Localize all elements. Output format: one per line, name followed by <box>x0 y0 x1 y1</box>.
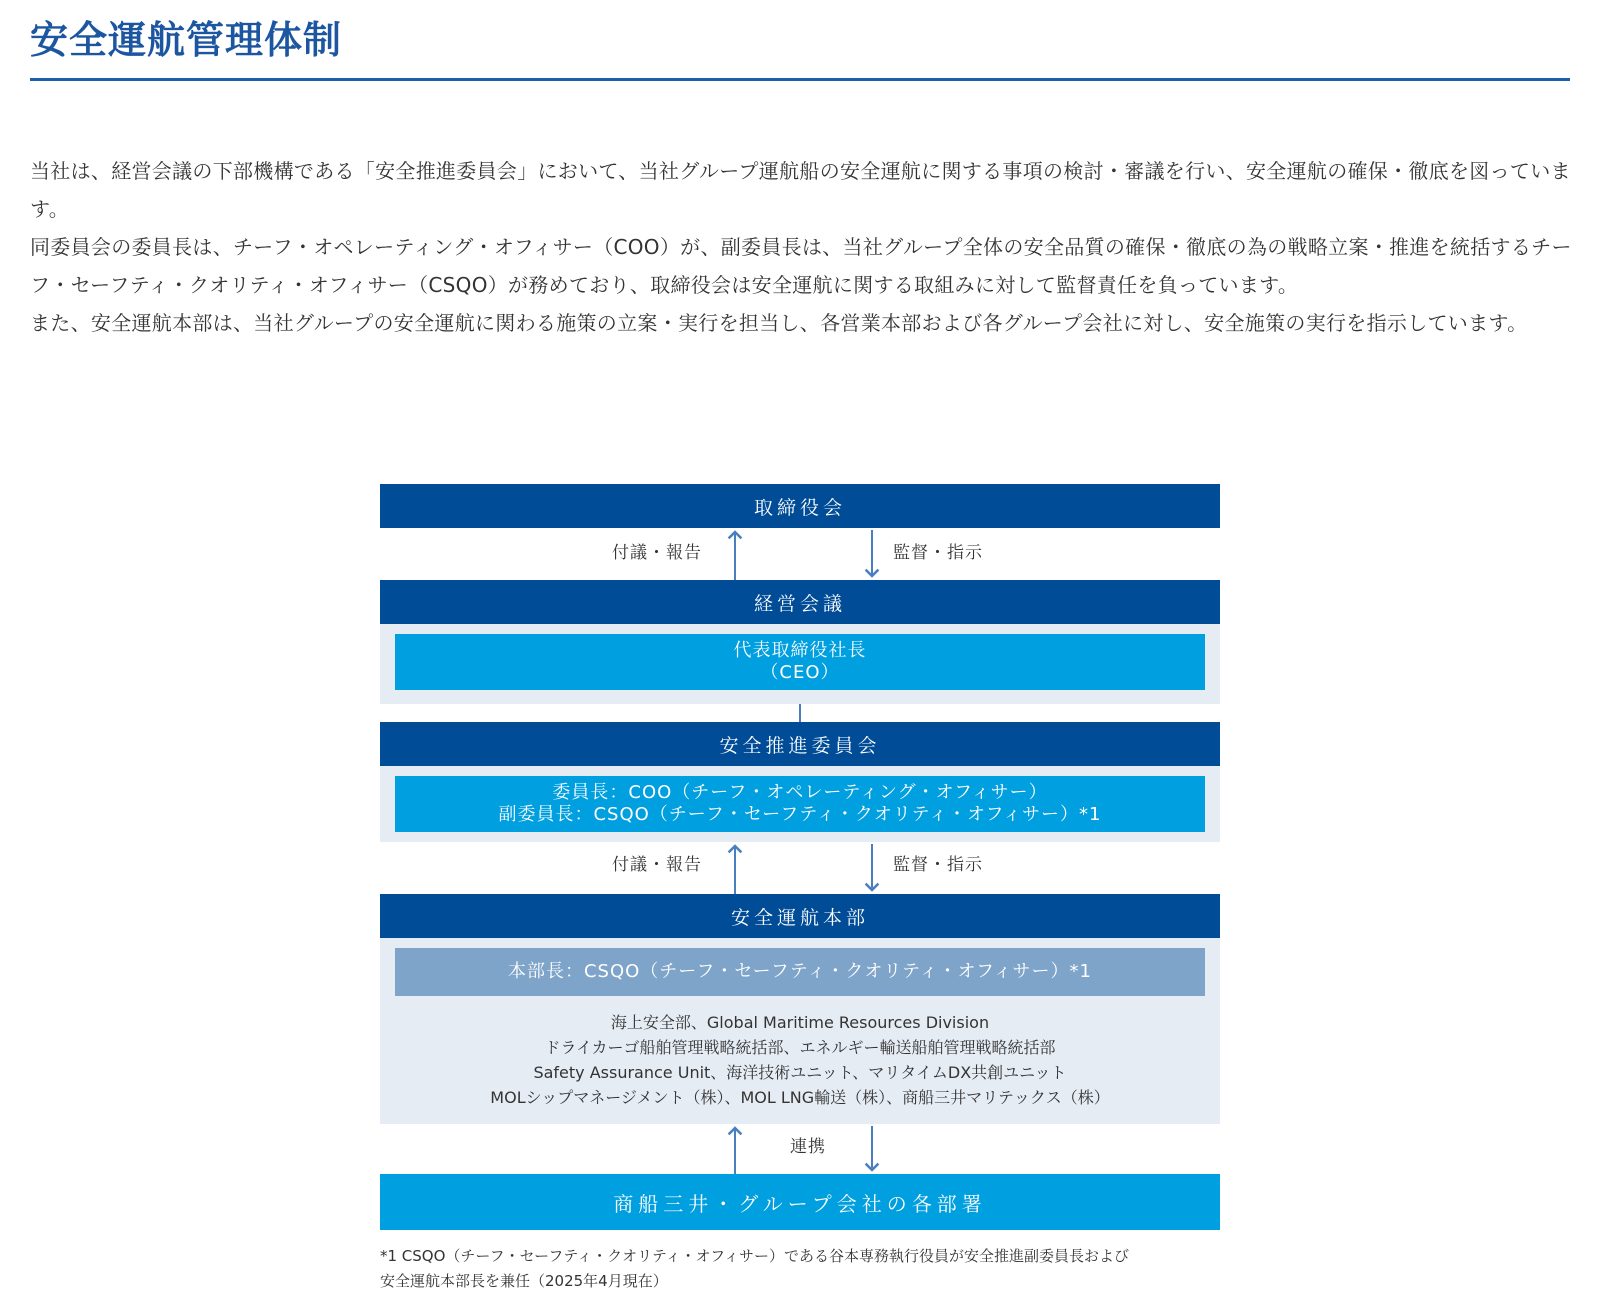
intro-paragraph-3: また、安全運航本部は、当社グループの安全運航に関わる施策の立案・実行を担当し、各営業本部および各グループ会社に対し、安全施策の実行を指示しています。 <box>30 311 1528 335</box>
ceo-title: 代表取締役社長 <box>733 640 867 661</box>
committee-vice-chair: 副委員長：CSQO（チーフ・セーフティ・クオリティ・オフィサー）*1 <box>498 804 1102 825</box>
intro-paragraph-1: 当社は、経営会議の下部機構である「安全推進委員会」において、当社グループ運航船の安全運航に関する事項の検討・審議を行い、安全運航の確保・徹底を図っています。 <box>30 159 1571 221</box>
footnote-line-2: 安全運航本部長を兼任（2025年4月現在） <box>380 1272 668 1290</box>
intro-paragraph-2: 同委員会の委員長は、チーフ・オペレーティング・オフィサー（COO）が、副委員長は、当社グループ全体の安全品質の確保・徹底の為の戦略立案・推進を統括するチーフ・セーフティ・クオリティ・オフィサー（CSQO）が務めており、取締役会は安全運航に関する取組みに対して監督責任を負っています。 <box>30 235 1572 297</box>
unit-line-4: MOLシップマネージメント（株）、MOL LNG輸送（株）、商船三井マリテックス（株） <box>490 1088 1110 1107</box>
board-box: 取締役会 <box>380 484 1220 528</box>
committee-chair: 委員長：COO（チーフ・オペレーティング・オフィサー） <box>552 782 1048 803</box>
unit-line-3: Safety Assurance Unit、海洋技術ユニット、マリタイムDX共創ユニット <box>533 1063 1067 1082</box>
group-departments-box: 商船三井・グループ会社の各部署 <box>380 1174 1220 1230</box>
arrow-label-report-1: 付議・報告 <box>612 543 702 563</box>
unit-line-2: ドライカーゴ船舶管理戦略統括部、エネルギー輸送船舶管理戦略統括部 <box>544 1038 1056 1057</box>
safety-committee-box: 安全推進委員会 <box>380 722 1220 766</box>
arrow-label-supervise-1: 監督・指示 <box>893 543 983 563</box>
safety-division-box: 安全運航本部 <box>380 894 1220 938</box>
footnote-line-1: *1 CSQO（チーフ・セーフティ・クオリティ・オフィサー）である谷本専務執行役員が安全推進副委員長および <box>380 1247 1129 1265</box>
unit-line-1: 海上安全部、Global Maritime Resources Division <box>610 1013 990 1032</box>
arrow-label-cooperation: 連携 <box>790 1137 826 1157</box>
arrow-label-report-2: 付議・報告 <box>612 855 702 875</box>
arrow-label-supervise-2: 監督・指示 <box>893 855 983 875</box>
ceo-abbr: （CEO） <box>760 662 840 683</box>
management-meeting-box: 経営会議 <box>380 580 1220 624</box>
division-head-box: 本部長：CSQO（チーフ・セーフティ・クオリティ・オフィサー）*1 <box>395 948 1205 996</box>
page-title: 安全運航管理体制 <box>30 18 343 62</box>
